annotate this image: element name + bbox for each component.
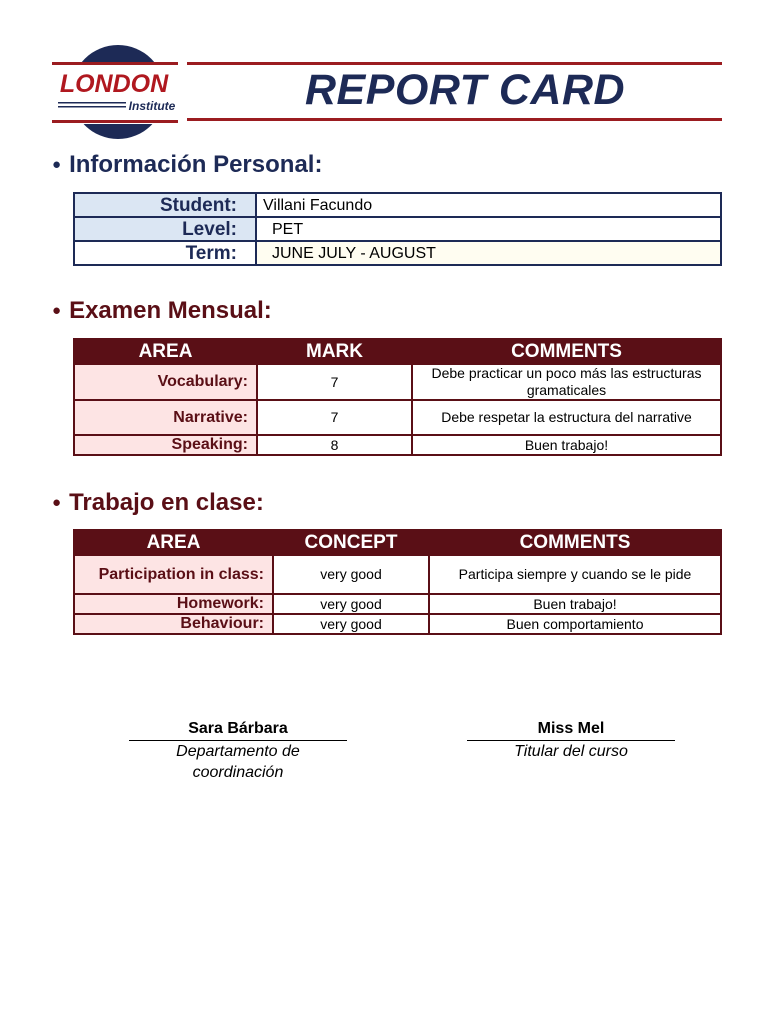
- comment-cell: Debe respetar la estructura del narrative: [412, 400, 721, 435]
- classwork-header-row: [74, 530, 721, 555]
- info-row-student: [74, 193, 721, 217]
- exam-header-row: [74, 339, 721, 364]
- london-institute-logo: [50, 44, 182, 140]
- term-label: Term:: [74, 241, 256, 265]
- table-row: [74, 435, 721, 455]
- concept-cell: very good: [273, 555, 429, 594]
- col-area: AREA: [74, 530, 273, 555]
- area-cell: Narrative:: [74, 400, 257, 435]
- student-label: Student:: [74, 193, 256, 217]
- info-row-level: [74, 217, 721, 241]
- area-cell: Vocabulary:: [74, 364, 257, 400]
- header-rule-bottom: [187, 118, 722, 121]
- level-value: PET: [256, 217, 721, 241]
- bullet-icon: ●: [52, 156, 62, 173]
- info-row-term: [74, 241, 721, 265]
- term-value: JUNE JULY - AUGUST: [256, 241, 721, 265]
- header-rule-top: [187, 62, 722, 65]
- col-mark: MARK: [257, 339, 412, 364]
- col-concept: CONCEPT: [273, 530, 429, 555]
- comment-cell: Buen trabajo!: [429, 594, 721, 614]
- area-cell: Homework:: [74, 594, 273, 614]
- col-comments: COMMENTS: [412, 339, 721, 364]
- logo-wordmark: LONDON: [59, 70, 169, 98]
- exam-heading: ● Examen Mensual:: [52, 297, 272, 324]
- table-row: [74, 555, 721, 594]
- personal-info-heading: ● Información Personal:: [52, 151, 323, 178]
- area-cell: Participation in class:: [74, 555, 273, 594]
- comment-cell: Buen comportamiento: [429, 614, 721, 634]
- personal-info-table: [73, 192, 722, 266]
- signature-name: Sara Bárbara: [188, 720, 288, 737]
- area-cell: Behaviour:: [74, 614, 273, 634]
- mark-cell: 8: [257, 435, 412, 455]
- comment-cell: Participa siempre y cuando se le pide: [429, 555, 721, 594]
- concept-cell: very good: [273, 594, 429, 614]
- signature-role: Titular del curso: [514, 743, 628, 760]
- page-title: REPORT CARD: [305, 66, 626, 114]
- mark-cell: 7: [257, 400, 412, 435]
- student-value: Villani Facundo: [256, 193, 721, 217]
- classwork-heading: ● Trabajo en clase:: [52, 489, 264, 516]
- table-row: [74, 364, 721, 400]
- col-area: AREA: [74, 339, 257, 364]
- signature-role: Departamento de coordinación: [176, 743, 300, 781]
- comment-cell: Debe practicar un poco más las estructuras gramaticales: [412, 364, 721, 400]
- bullet-icon: ●: [52, 302, 62, 319]
- exam-table: [73, 338, 722, 456]
- classwork-table: [73, 529, 722, 635]
- mark-cell: 7: [257, 364, 412, 400]
- comment-cell: Buen trabajo!: [412, 435, 721, 455]
- col-comments: COMMENTS: [429, 530, 721, 555]
- logo-subtitle: Institute: [128, 99, 176, 113]
- signature-name: Miss Mel: [537, 720, 605, 737]
- table-row: [74, 614, 721, 634]
- area-cell: Speaking:: [74, 435, 257, 455]
- table-row: [74, 400, 721, 435]
- bullet-icon: ●: [52, 494, 62, 511]
- level-label: Level:: [74, 217, 256, 241]
- concept-cell: very good: [273, 614, 429, 634]
- table-row: [74, 594, 721, 614]
